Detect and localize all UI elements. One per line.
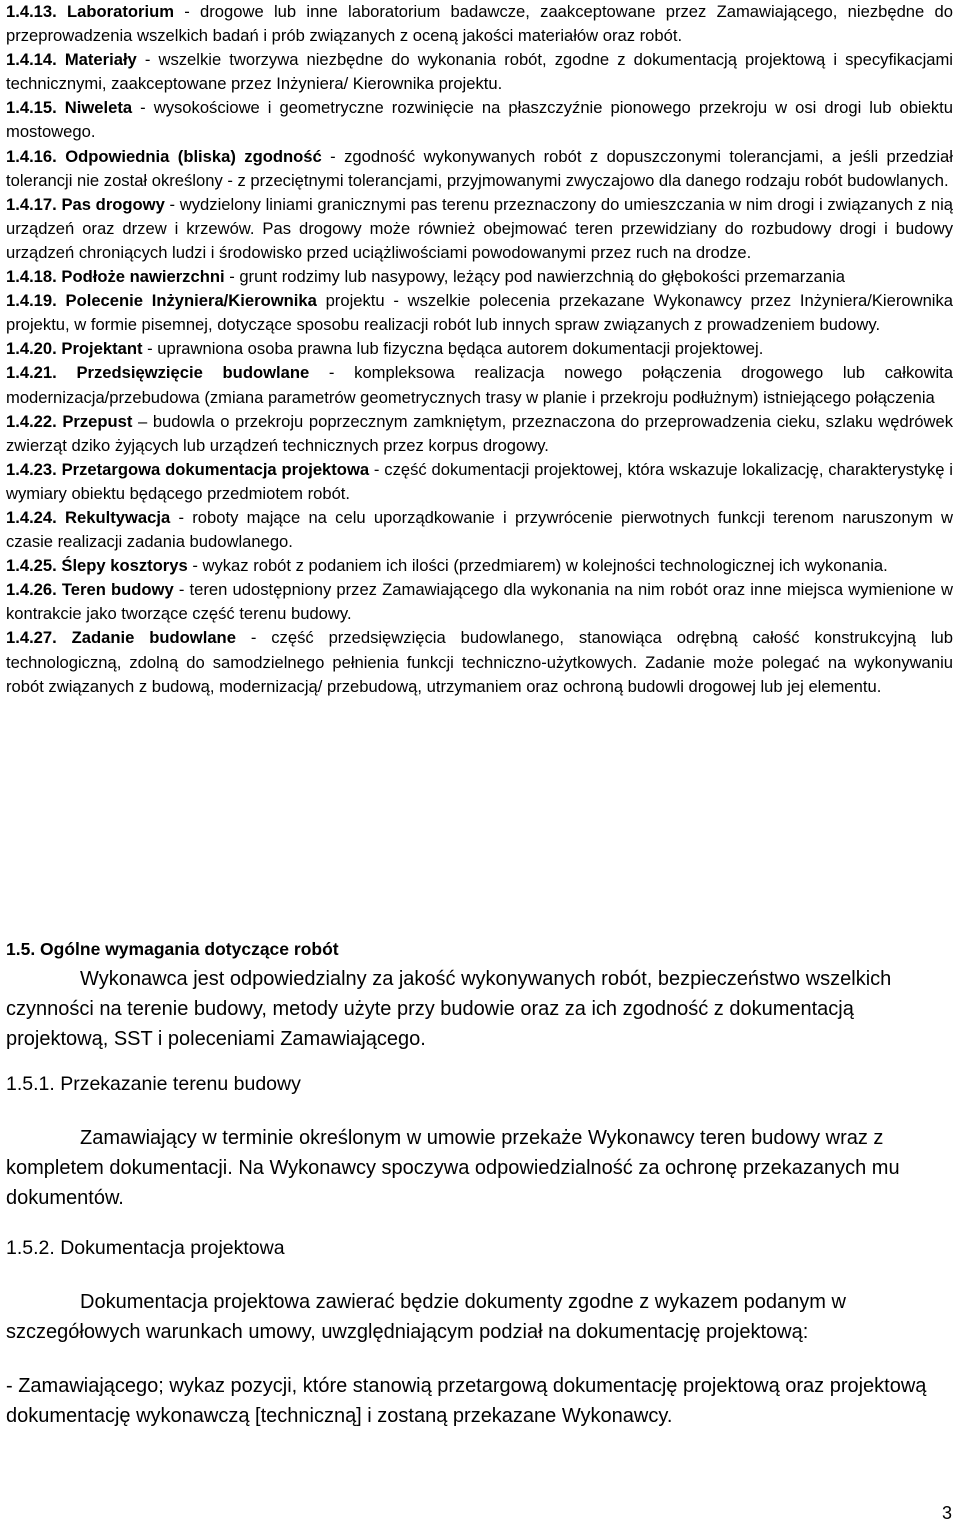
section-heading: 1.5. Ogólne wymagania dotyczące robót	[6, 939, 339, 959]
section-site-handover	[6, 1069, 953, 1213]
section-paragraph: Zamawiający w terminie określonym w umowie przekaże Wykonawcy teren budowy wraz z kompletem dokumentacji. Na Wykonawcy spoczywa odpowiedzialność za ochronę przekazanych mu dokumentów.	[6, 1127, 900, 1209]
definition-text: - wykaz robót z podaniem ich ilości (przedmiarem) w kolejności technologicznej ich wykonania.	[187, 556, 888, 576]
definition-item	[6, 145, 953, 193]
section-heading: 1.5.2. Dokumentacja projektowa	[6, 1237, 285, 1259]
definition-term: 1.4.18. Podłoże nawierzchni	[6, 267, 225, 287]
definition-item	[6, 410, 953, 458]
definition-term: 1.4.21. Przedsięwzięcie budowlane	[6, 363, 310, 383]
definition-term: 1.4.24. Rekultywacja	[6, 507, 171, 527]
definition-item	[6, 506, 953, 554]
definition-term: 1.4.23. Przetargowa dokumentacja projektowa	[6, 459, 370, 479]
definition-text: - grunt rodzimy lub nasypowy, leżący pod nawierzchnią do głębokości przemarzania	[224, 267, 845, 287]
definition-item	[6, 265, 953, 289]
section-paragraph: Dokumentacja projektowa zawierać będzie dokumenty zgodne z wykazem podanym w szczegółowych warunkach umowy, uwzględniającym podział na dokumentację projektową:	[6, 1291, 846, 1343]
definition-item	[6, 96, 953, 144]
definition-text: - wszelkie tworzywa niezbędne do wykonania robót, zgodne z dokumentacją projektową i specyfikacjami technicznymi, zaakceptowane przez Inżyniera/ Kierownika projektu.	[6, 50, 953, 94]
definition-text: - część dokumentacji projektowej, która wskazuje lokalizację, charakterystykę i wymiary obiektu będącego przedmiotem robót.	[6, 459, 953, 503]
definition-term: 1.4.27. Zadanie budowlane	[6, 628, 236, 648]
definition-item	[6, 337, 953, 361]
definition-text: - wydzielony liniami granicznymi pas terenu przeznaczony do umieszczania w nim drogi i związanych z nią urządzeń oraz drzew i krzewów. Pas drogowy może również obejmować teren przewidziany do rozbudowy drogi i budowy urządzeń chroniących ludzi i środowisko przed uciążliwościami powodowanymi przez ruch na drodze.	[6, 194, 953, 262]
definition-item	[6, 554, 953, 578]
definition-term: 1.4.19. Polecenie Inżyniera/Kierownika	[6, 291, 317, 311]
definition-item	[6, 458, 953, 506]
definition-text: projektu - wszelkie polecenia przekazane Wykonawcy przez Inżyniera/Kierownika projektu, w formie pisemnej, dotyczące sposobu realizacji robót lub innych spraw związanych z prowadzeniem budowy.	[6, 291, 954, 335]
definition-text: - wysokościowe i geometryczne rozwinięcie na płaszczyźnie pionowego przekroju w osi drogi lub obiektu mostowego.	[6, 98, 953, 142]
definition-term: 1.4.14. Materiały	[6, 50, 137, 70]
section-design-documentation	[6, 1233, 953, 1431]
definition-term: 1.4.15. Niweleta	[6, 98, 133, 118]
definition-text: - część przedsięwzięcia budowlanego, stanowiąca odrębną całość konstrukcyjną lub technologiczną, zdolną do samodzielnego pełnienia funkcji techniczno-użytkowych. Zadanie może polegać na wykonywaniu robót związanych z budową, modernizacją/ przebudową, utrzymaniem oraz ochroną budowli drogowej lub jej elementu.	[6, 628, 953, 696]
definition-item	[6, 289, 953, 337]
section-bullet: - Zamawiającego; wykaz pozycji, które stanowią przetargową dokumentację projektową oraz projektową dokumentację wykonawczą [techniczną] i zostaną przekazane Wykonawcy.	[6, 1375, 927, 1427]
definition-item	[6, 578, 953, 626]
definition-term: 1.4.20. Projektant	[6, 339, 143, 359]
definitions-list	[6, 0, 953, 699]
definition-text: - roboty mające na celu uporządkowanie i przywrócenie pierwotnych funkcji terenom naruszonym w czasie realizacji zadania budowlanego.	[6, 507, 953, 552]
definition-item	[6, 0, 953, 48]
definition-term: 1.4.16. Odpowiednia (bliska) zgodność	[6, 146, 322, 166]
definition-text: - kompleksowa realizacja nowego połączenia drogowego lub całkowita modernizacja/przebudowa (zmiana parametrów geometrycznych trasy w planie i przekroju podłużnym) istniejącego połączenia	[6, 363, 953, 407]
definition-item	[6, 48, 953, 96]
page-number: 3	[941, 1503, 952, 1523]
definition-term: 1.4.25. Ślepy kosztorys	[6, 556, 188, 576]
definition-item	[6, 626, 953, 698]
definition-item	[6, 193, 953, 265]
definition-text: - uprawniona osoba prawna lub fizyczna będąca autorem dokumentacji projektowej.	[142, 339, 764, 359]
definition-text: - teren udostępniony przez Zamawiającego dla wykonania na nim robót oraz inne miejsca wymienione w kontrakcie jako tworzące część terenu budowy.	[6, 580, 953, 624]
definition-item	[6, 361, 953, 409]
definition-term: 1.4.22. Przepust	[6, 411, 133, 431]
definition-text: – budowla o przekroju poprzecznym zamkniętym, przeznaczona do przeprowadzenia cieku, szlaku wędrówek zwierząt dziko żyjących lub urządzeń technicznych przez korpus drogowy.	[6, 411, 953, 455]
section-general-requirements	[6, 934, 953, 1054]
definition-term: 1.4.17. Pas drogowy	[6, 194, 165, 214]
definition-text: - drogowe lub inne laboratorium badawcze, zaakceptowane przez Zamawiającego, niezbędne do przeprowadzenia wszelkich badań i prób związanych z oceną jakości materiałów oraz robót.	[6, 2, 953, 46]
definition-text: - zgodność wykonywanych robót z dopuszczonymi tolerancjami, a jeśli przedział tolerancji nie został określony - z przeciętnymi tolerancjami, przyjmowanymi zwyczajowo dla danego rodzaju robót budowlanych.	[6, 146, 953, 190]
definition-term: 1.4.26. Teren budowy	[6, 580, 174, 600]
section-heading: 1.5.1. Przekazanie terenu budowy	[6, 1073, 301, 1095]
section-paragraph: Wykonawca jest odpowiedzialny za jakość wykonywanych robót, bezpieczeństwo wszelkich czynności na terenie budowy, metody użyte przy budowie oraz za ich zgodność z dokumentacją projektową, SST i poleceniami Zamawiającego.	[6, 968, 892, 1050]
definition-term: 1.4.13. Laboratorium	[6, 2, 174, 21]
